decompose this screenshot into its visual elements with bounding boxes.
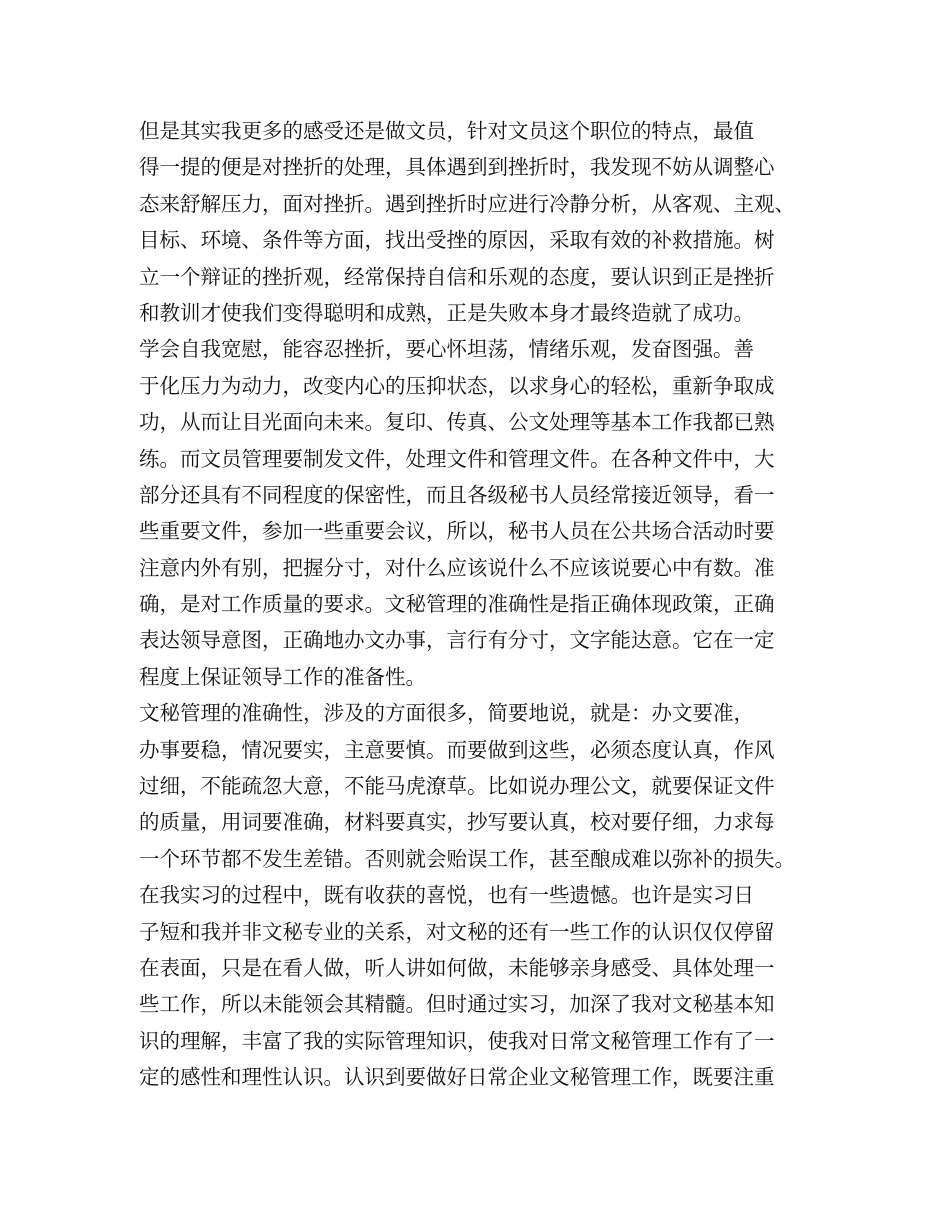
text-line: 在我实习的过程中，既有收获的喜悦，也有一些遗憾。也许是实习日 [139, 883, 754, 908]
text-line: 程度上保证领导工作的准备性。 [139, 664, 426, 689]
text-line: 但是其实我更多的感受还是做文员，针对文员这个职位的特点，最值 [139, 119, 754, 143]
text-line: 注意内外有别，把握分寸，对什么应该说什么不应该说要心中有数。准 [139, 555, 775, 580]
text-line: 识的理解，丰富了我的实际管理知识，使我对日常文秘管理工作有了一 [139, 1028, 775, 1053]
text-line: 定的感性和理性认识。认识到要做好日常企业文秘管理工作，既要注重 [139, 1065, 775, 1090]
text-line: 在表面，只是在看人做，听人讲如何做，未能够亲身感受、具体处理一 [139, 955, 775, 980]
text-line: 确，是对工作质量的要求。文秘管理的准确性是指正确体现政策，正确 [139, 592, 775, 617]
text-line: 目标、环境、条件等方面，找出受挫的原因，采取有效的补救措施。树 [139, 228, 775, 253]
text-line: 于化压力为动力，改变内心的压抑状态，以求身心的轻松，重新争取成 [139, 373, 775, 398]
text-line: 态来舒解压力，面对挫折。遇到挫折时应进行冷静分析，从客观、主观、 [139, 191, 795, 216]
text-line: 学会自我宽慰，能容忍挫折，要心怀坦荡，情绪乐观，发奋图强。善 [139, 337, 754, 362]
text-line: 的质量，用词要准确，材料要真实，抄写要认真，校对要仔细，力求每 [139, 810, 775, 835]
text-line: 一个环节都不发生差错。否则就会贻误工作，甚至酿成难以弥补的损失。 [139, 846, 795, 871]
text-line: 些重要文件，参加一些重要会议，所以，秘书人员在公共场合活动时要 [139, 519, 775, 544]
text-line: 立一个辩证的挫折观，经常保持自信和乐观的态度，要认识到正是挫折 [139, 264, 775, 289]
text-line: 子短和我并非文秘专业的关系，对文秘的还有一些工作的认识仅仅停留 [139, 919, 775, 944]
text-line: 些工作，所以未能领会其精髓。但时通过实习，加深了我对文秘基本知 [139, 992, 775, 1017]
text-line: 文秘管理的准确性，涉及的方面很多，简要地说，就是：办文要准， [139, 701, 754, 726]
text-line: 办事要稳，情况要实，主意要慎。而要做到这些，必须态度认真，作风 [139, 737, 775, 762]
text-line: 功，从而让目光面向未来。复印、传真、公文处理等基本工作我都已熟 [139, 410, 775, 435]
text-line: 和教训才使我们变得聪明和成熟，正是失败本身才最终造就了成功。 [139, 300, 754, 325]
document-body-text [139, 113, 829, 1096]
text-line: 表达领导意图，正确地办文办事，言行有分寸，文字能达意。它在一定 [139, 628, 775, 653]
text-line: 部分还具有不同程度的保密性，而且各级秘书人员经常接近领导，看一 [139, 482, 775, 507]
text-line: 过细，不能疏忽大意，不能马虎潦草。比如说办理公文，就要保证文件 [139, 774, 775, 799]
text-line: 得一提的便是对挫折的处理，具体遇到到挫折时，我发现不妨从调整心 [139, 155, 775, 180]
text-line: 练。而文员管理要制发文件，处理文件和管理文件。在各种文件中，大 [139, 446, 775, 471]
